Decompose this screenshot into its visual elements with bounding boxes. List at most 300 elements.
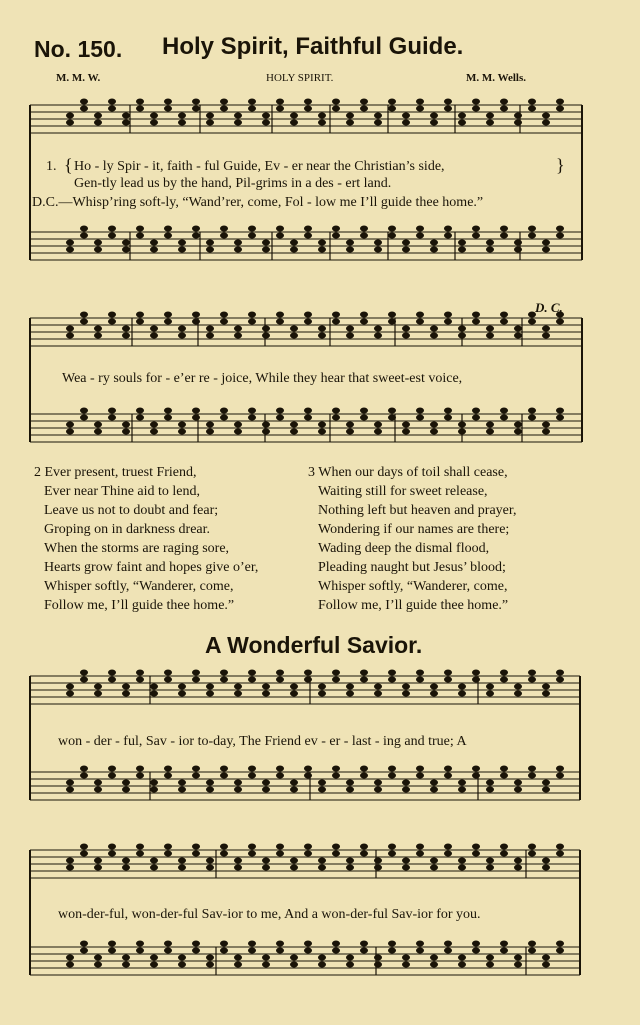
system-3-treble-note [192,677,200,683]
system-2-bass-note [80,408,88,414]
lyric-line-2: Gen-tly lead us by the hand, Pil-grims in a des - ert land. [74,176,392,191]
system-1-bass-note [234,240,242,246]
system-4-treble-note [94,858,102,864]
system-1-bass-note [94,240,102,246]
system-1-treble-note [542,113,550,119]
system-2-treble-note [360,312,368,318]
system-3-bass-note [206,780,214,786]
system-3-treble-note [500,677,508,683]
system-1-treble-note [276,99,284,105]
system-2-treble-note [206,333,214,339]
system-1-bass-note [122,240,130,246]
system-3-bass-note [444,773,452,779]
system-3-bass-note [416,773,424,779]
system-1-treble-note [234,113,242,119]
system-4-treble-note [514,858,522,864]
system-2-treble-note [318,326,326,332]
system-2-treble-note [262,326,270,332]
system-3-treble-note [304,670,312,676]
system-2-bass-note [486,429,494,435]
system-2-bass-note [304,415,312,421]
system-4-bass-note [318,962,326,968]
system-1-treble-note [262,113,270,119]
system-2-treble-note [262,333,270,339]
system-1-bass-note [500,226,508,232]
system-1-treble-note [374,120,382,126]
system-2-bass-note [556,415,564,421]
system-4-bass-note [66,962,74,968]
system-4-bass-note [164,948,172,954]
system-1-bass-note [234,247,242,253]
system-1-bass-note [514,240,522,246]
system-4-treble-note [402,865,410,871]
system-4-bass-note [374,955,382,961]
system-2-bass-note [234,422,242,428]
system-1-bass-note [150,247,158,253]
system-3-bass-note [346,787,354,793]
system-2-treble-note [178,333,186,339]
system-4-bass-note [276,941,284,947]
system-3-bass-note [318,780,326,786]
system-3-treble-note [178,684,186,690]
system-3-treble-note [262,684,270,690]
system-4-bass-note [416,948,424,954]
system-4-treble-note [458,858,466,864]
system-1-treble-note [108,99,116,105]
system-1-treble-note [220,106,228,112]
verse-3-line: Wondering if our names are there; [318,522,510,537]
system-1-bass-note [542,247,550,253]
system-2-bass-note [164,415,172,421]
system-2-bass-note [388,408,396,414]
system-2-bass-note [430,429,438,435]
system-1-treble-note [164,99,172,105]
system-3-bass-note [220,773,228,779]
system-3-treble-note [122,684,130,690]
system-2-bass-note [94,429,102,435]
system-2-bass-note [556,408,564,414]
system-2-bass-note [444,408,452,414]
system-2-treble-note [444,319,452,325]
system-4-treble-note [430,858,438,864]
verse-2-line: Hearts grow faint and hopes give o’er, [44,560,259,575]
system-4-treble-note [164,844,172,850]
hymn-2-lyric-line-1: won - der - ful, Sav - ior to-day, The Friend ev - er - last - ing and true; A [58,734,467,749]
system-4-treble-note [150,858,158,864]
system-3-treble-note [360,677,368,683]
system-4-treble-note [556,851,564,857]
system-4-bass-note [192,941,200,947]
system-1-bass-note [290,247,298,253]
system-2-bass-note [178,429,186,435]
system-3-treble-note [150,691,158,697]
system-4-treble-note [206,858,214,864]
verse-2-line: 2 Ever present, truest Friend, [34,465,197,480]
system-3-treble-note [206,684,214,690]
system-1-bass-note [542,240,550,246]
system-3-treble-note [248,670,256,676]
system-2-treble-note [402,333,410,339]
system-1-bass-note [66,247,74,253]
system-1-treble-note [192,106,200,112]
system-2-treble-note [66,326,74,332]
system-3-treble-note [332,670,340,676]
system-2-treble-note [248,312,256,318]
system-4-bass-note [220,941,228,947]
system-4-treble-note [262,858,270,864]
system-2-treble-note [136,319,144,325]
system-3-bass-note [234,780,242,786]
system-3-treble-note [388,670,396,676]
system-2-bass-note [290,429,298,435]
system-1-treble-note [430,113,438,119]
system-2-bass-note [206,429,214,435]
system-2-bass-note [346,422,354,428]
system-4-treble-note [374,858,382,864]
verse-3 [308,463,516,615]
system-1-bass-note [318,247,326,253]
system-4-treble-note [220,844,228,850]
system-2-treble-note [234,333,242,339]
system-2-bass-note [220,408,228,414]
system-1-bass-note [458,247,466,253]
system-3-bass-note [94,780,102,786]
verse-2-line: Follow me, I’ll guide thee home.” [44,598,235,613]
lyric-line-3: Wea - ry souls for - e’er re - joice, While they hear that sweet-est voice, [62,371,463,386]
system-3-bass-note [164,766,172,772]
system-4-treble-note [444,844,452,850]
system-4-bass-note [262,955,270,961]
system-2-bass-note [262,422,270,428]
system-4-bass-note [402,962,410,968]
system-2-bass-note [416,408,424,414]
system-1-bass-note [332,233,340,239]
system-1-bass-note [220,233,228,239]
system-1-bass-note [374,247,382,253]
system-1-bass-note [514,247,522,253]
system-2-bass-note [486,422,494,428]
system-4-treble-note [360,844,368,850]
system-1-bass-note [556,233,564,239]
system-2-treble-note [192,319,200,325]
system-4-treble-note [304,851,312,857]
system-3-bass-note [332,773,340,779]
system-2-bass-note [192,415,200,421]
system-1-treble-note [66,120,74,126]
system-1-treble-note [276,106,284,112]
system-4-treble-note [192,851,200,857]
system-2-bass-note [472,408,480,414]
system-4-bass-note [472,948,480,954]
system-1-treble-note [556,106,564,112]
system-3-bass-note [318,787,326,793]
system-3-bass-note [164,773,172,779]
system-3-treble-note [500,670,508,676]
system-3-bass-note [542,780,550,786]
system-3-bass-note [136,773,144,779]
system-4-treble-note [66,858,74,864]
brace-open: { [64,155,73,175]
system-3-treble-note [164,677,172,683]
system-3-bass-note [192,766,200,772]
system-1-treble-note [178,113,186,119]
verse-3-line: Wading deep the dismal flood, [318,541,490,556]
system-2-bass-note [500,408,508,414]
system-4-treble-note [430,865,438,871]
system-4-bass-note [94,962,102,968]
system-3-treble-note [262,691,270,697]
system-2-treble-note [164,319,172,325]
system-2-bass-note [332,415,340,421]
system-3-treble-note [290,684,298,690]
system-4-treble-note [178,858,186,864]
system-1-treble-note [416,106,424,112]
system-4-bass-note [472,941,480,947]
system-4-bass-note [304,941,312,947]
verse-3-line: Nothing left but heaven and prayer, [318,503,517,518]
system-4-bass-note [136,941,144,947]
system-3-treble-note [556,670,564,676]
system-1-bass-note [360,233,368,239]
system-3-bass-note [472,766,480,772]
system-2-treble-note [430,333,438,339]
system-4-treble-note [248,844,256,850]
system-2-bass-note [402,429,410,435]
system-2-bass-note [164,408,172,414]
system-4-bass-note [486,962,494,968]
system-3-treble-note [136,670,144,676]
lyric-dc-line: D.C.—Whisp’ring soft-ly, “Wand’rer, come, Fol - low me I’ll guide thee home.” [32,195,484,210]
system-2-treble-note [444,312,452,318]
system-2-bass-note [248,415,256,421]
system-1-treble-note [318,113,326,119]
system-3-treble-note [556,677,564,683]
system-4-bass-note [150,962,158,968]
system-1-treble-note [248,99,256,105]
system-4-treble-note [248,851,256,857]
verse-2-line: Ever near Thine aid to lend, [44,484,201,499]
system-2-bass-note [206,422,214,428]
verse-number: 1. [46,159,57,174]
system-1-bass-note [248,226,256,232]
system-4-bass-note [178,962,186,968]
system-3-bass-note [178,787,186,793]
system-2-treble-note [290,326,298,332]
system-4-bass-note [136,948,144,954]
system-3-bass-note [458,787,466,793]
system-3-treble-note [150,684,158,690]
system-2-bass-note [388,415,396,421]
system-3-treble-note [80,677,88,683]
system-2-treble-note [416,319,424,325]
system-4-treble-note [346,865,354,871]
system-4-treble-note [528,851,536,857]
system-2-treble-note [178,326,186,332]
system-4-bass-note [374,962,382,968]
system-3-treble-note [514,691,522,697]
system-4-treble-note [542,858,550,864]
system-2-bass-note [122,422,130,428]
system-2-bass-note [80,415,88,421]
system-3-bass-note [94,787,102,793]
system-1-treble-note [458,113,466,119]
system-3-treble-note [458,684,466,690]
system-2-bass-note [178,422,186,428]
system-3-treble-note [318,684,326,690]
system-2-treble-note [388,312,396,318]
system-2-treble-note [346,326,354,332]
system-2-bass-note [220,415,228,421]
system-2-bass-note [374,422,382,428]
system-2-treble-note [164,312,172,318]
system-3-treble-note [206,691,214,697]
system-2-treble-note [514,333,522,339]
system-3-treble-note [472,670,480,676]
verse-2-line: Leave us not to doubt and fear; [44,503,219,518]
system-3-bass-note [486,780,494,786]
system-2-bass-note [444,415,452,421]
system-1-treble-note [472,99,480,105]
system-1-bass-note [122,247,130,253]
system-3-bass-note [66,787,74,793]
system-2-bass-note [150,422,158,428]
system-1-treble-note [360,106,368,112]
system-1-treble-note [374,113,382,119]
system-4-treble-note [472,851,480,857]
system-1-bass-note [136,226,144,232]
system-2-treble-note [192,312,200,318]
system-3-treble-note [332,677,340,683]
system-1-bass-note [150,240,158,246]
system-2-bass-note [346,429,354,435]
system-4-bass-note [220,948,228,954]
system-2-treble-note [220,319,228,325]
system-1-treble-note [500,106,508,112]
system-3-bass-note [360,766,368,772]
system-3-treble-note [234,691,242,697]
system-3-bass-note [514,787,522,793]
system-1-bass-note [556,226,564,232]
system-1-bass-note [80,226,88,232]
system-3-treble-note [416,677,424,683]
system-3-bass-note [122,787,130,793]
system-2-treble-note [66,333,74,339]
system-4-bass-note [528,941,536,947]
system-4-treble-note [472,844,480,850]
verse-3-line: Pleading naught but Jesus’ blood; [318,560,506,575]
system-3-treble-note [108,677,116,683]
system-2-bass-note [262,429,270,435]
system-2-bass-note [542,429,550,435]
system-2-bass-note [192,408,200,414]
system-3-treble-note [430,684,438,690]
system-1-treble-note [304,99,312,105]
system-2-treble-note [276,319,284,325]
system-1-bass-note [402,247,410,253]
system-2-bass-note [66,422,74,428]
system-1-treble-note [178,120,186,126]
system-2-bass-note [416,415,424,421]
system-4-bass-note [430,955,438,961]
system-4-bass-note [528,948,536,954]
system-1-bass-note [472,226,480,232]
system-4-bass-note [556,948,564,954]
system-4-bass-note [360,948,368,954]
system-4-bass-note [458,962,466,968]
system-4-treble-note [234,858,242,864]
system-4-bass-note [94,955,102,961]
system-1-bass-note [402,240,410,246]
system-1-bass-note [486,240,494,246]
lyric-line-1: Ho - ly Spir - it, faith - ful Guide, Ev - er near the Christian’s side, [74,159,445,174]
system-2-treble-note [94,333,102,339]
verse-2-line: Whisper softly, “Wanderer, come, [44,579,234,594]
system-3-treble-note [66,691,74,697]
system-2-treble-note [472,319,480,325]
system-4-bass-note [430,962,438,968]
system-4-treble-note [178,865,186,871]
system-3-treble-note [178,691,186,697]
system-3-bass-note [556,773,564,779]
system-2-bass-note [332,408,340,414]
system-1-bass-note [388,226,396,232]
system-4-treble-note [374,865,382,871]
system-1-bass-note [416,233,424,239]
system-3-treble-note [94,684,102,690]
system-1-bass-note [346,247,354,253]
system-1-bass-note [108,226,116,232]
system-4-treble-note [500,851,508,857]
system-1-treble-note [444,106,452,112]
system-3-bass-note [122,780,130,786]
system-1-treble-note [122,120,130,126]
system-4-bass-note [290,962,298,968]
system-3-bass-note [388,766,396,772]
system-3-treble-note [66,684,74,690]
system-3-bass-note [472,773,480,779]
system-1-treble-note [402,113,410,119]
system-3-bass-note [500,773,508,779]
system-1-bass-note [178,247,186,253]
system-3-treble-note [276,677,284,683]
system-4-bass-note [178,955,186,961]
tune-name: HOLY SPIRIT. [266,72,334,84]
system-3-treble-note [136,677,144,683]
system-1-bass-note [192,226,200,232]
system-1-bass-note [430,240,438,246]
system-1-bass-note [108,233,116,239]
verse-3-line: Whisper softly, “Wanderer, come, [318,579,508,594]
system-3-bass-note [402,787,410,793]
system-4-treble-note [220,851,228,857]
system-3-bass-note [192,773,200,779]
system-3-treble-note [444,677,452,683]
system-2-treble-note [486,333,494,339]
system-1-treble-note [94,113,102,119]
system-4-treble-note [80,844,88,850]
system-4-treble-note [402,858,410,864]
system-3-treble-note [346,691,354,697]
hymn-2-lyric-line-2: won-der-ful, won-der-ful Sav-ior to me, And a won-der-ful Sav-ior for you. [58,907,481,922]
system-1-treble-note [164,106,172,112]
system-4-bass-note [500,941,508,947]
system-4-bass-note [276,948,284,954]
system-3-bass-note [542,787,550,793]
system-4-bass-note [206,962,214,968]
system-3-bass-note [374,780,382,786]
system-2-bass-note [94,422,102,428]
system-3-bass-note [388,773,396,779]
